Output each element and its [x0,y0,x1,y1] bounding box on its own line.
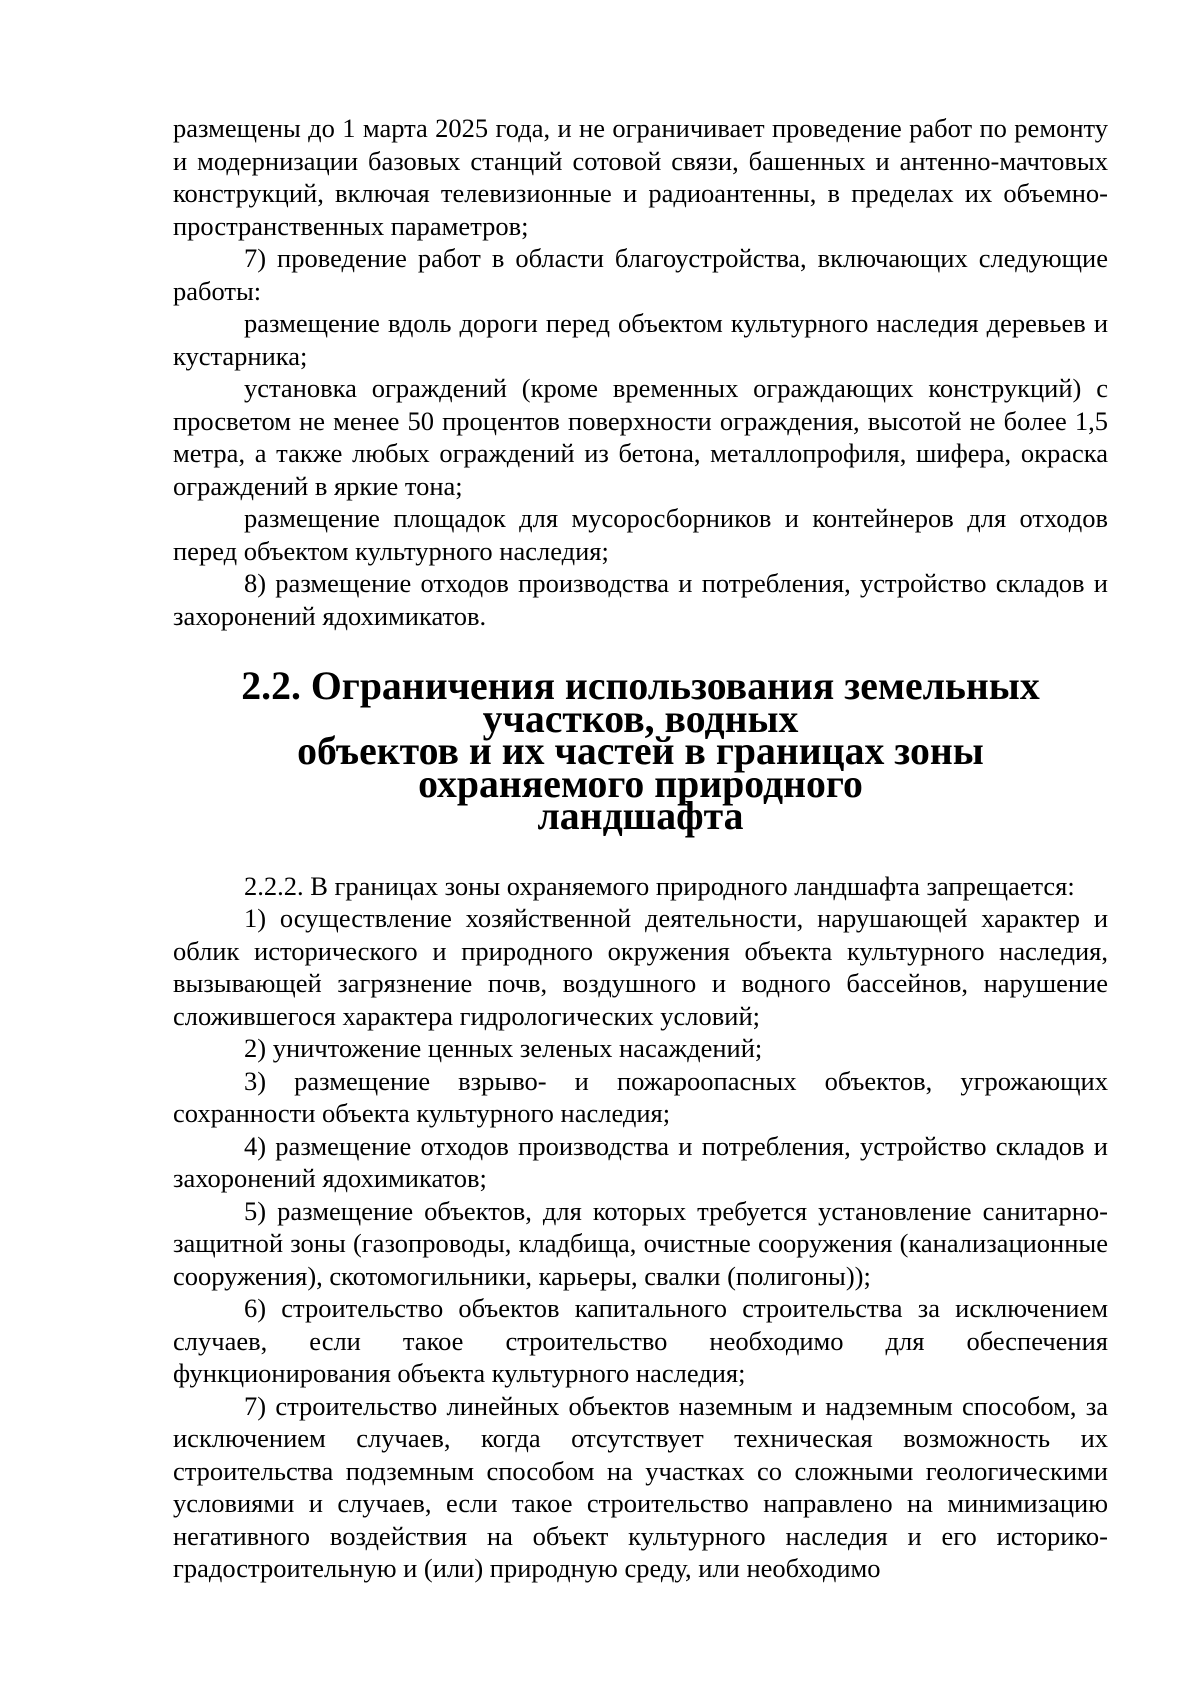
list-subitem-waste-sites: размещение площадок для мусоросборников и контейнеров для отходов перед объектом культурного наследия; [173,503,1108,566]
list-item-5: 5) размещение объектов, для которых требуется установление санитарно-защитной зоны (газопроводы, кладбища, очистные сооружения (канализационные сооружения), скотомогильники, карьеры, свалки (полигоны)); [173,1195,1108,1291]
continuation-paragraph: размещены до 1 марта 2025 года, и не ограничивает проведение работ по ремонту и модернизации базовых станций сотовой связи, башенных и антенно-мачтовых конструкций, включая телевизионные и радиоантенны, в пределах их объемно-пространственных параметров; [173,113,1108,241]
list-item-7-landscaping: 7) проведение работ в области благоустройства, включающих следующие работы: [173,243,1108,306]
list-item-2: 2) уничтожение ценных зеленых насаждений; [244,1033,763,1063]
heading-line-2: объектов и их частей в границах зоны охраняемого природного [297,729,984,806]
list-item-6: 6) строительство объектов капитального строительства за исключением случаев, если такое строительство необходимо для обеспечения функционирования объекта культурного наследия; [173,1293,1108,1388]
section-heading [173,664,1108,838]
list-subitem-fences: установка ограждений (кроме временных ограждающих конструкций) с просветом не менее 50 процентов поверхности ограждения, высотой не более 1,5 метра, а также любых ограждений из бетона, металлопрофиля, шифера, окраска ограждений в яркие тона; [173,373,1108,501]
list-item-4: 4) размещение отходов производства и потребления, устройство складов и захоронений ядохимикатов; [173,1130,1108,1193]
heading-line-3: ландшафта [537,794,744,838]
list-item-3: 3) размещение взрыво- и пожароопасных объектов, угрожающих сохранности объекта культурного наследия; [173,1065,1108,1128]
list-item-7: 7) строительство линейных объектов наземным и надземным способом, за исключением случаев, когда отсутствует техническая возможность их строительства подземным способом на участках со сложными геологическими условиями и случаев, если такое строительство направлено на минимизацию негативного воздействия на объект культурного наследия и его историко-градостроительную и (или) природную среду, или необходимо [173,1390,1108,1583]
list-subitem-trees: размещение вдоль дороги перед объектом культурного наследия деревьев и кустарника; [173,308,1108,371]
heading-line-1: 2.2. Ограничения использования земельных участков, водных [241,664,1040,741]
list-item-1: 1) осуществление хозяйственной деятельности, нарушающей характер и облик исторического и природного окружения объекта культурного наследия, вызывающей загрязнение почв, воздушного и водного бассейнов, нарушение сложившегося характера гидрологических условий; [173,903,1108,1031]
list-item-8-waste: 8) размещение отходов производства и потребления, устройство складов и захоронений ядохимикатов. [173,568,1108,631]
document-page [173,112,1108,1585]
section-intro-paragraph: 2.2.2. В границах зоны охраняемого природного ландшафта запрещается: [244,870,1075,901]
